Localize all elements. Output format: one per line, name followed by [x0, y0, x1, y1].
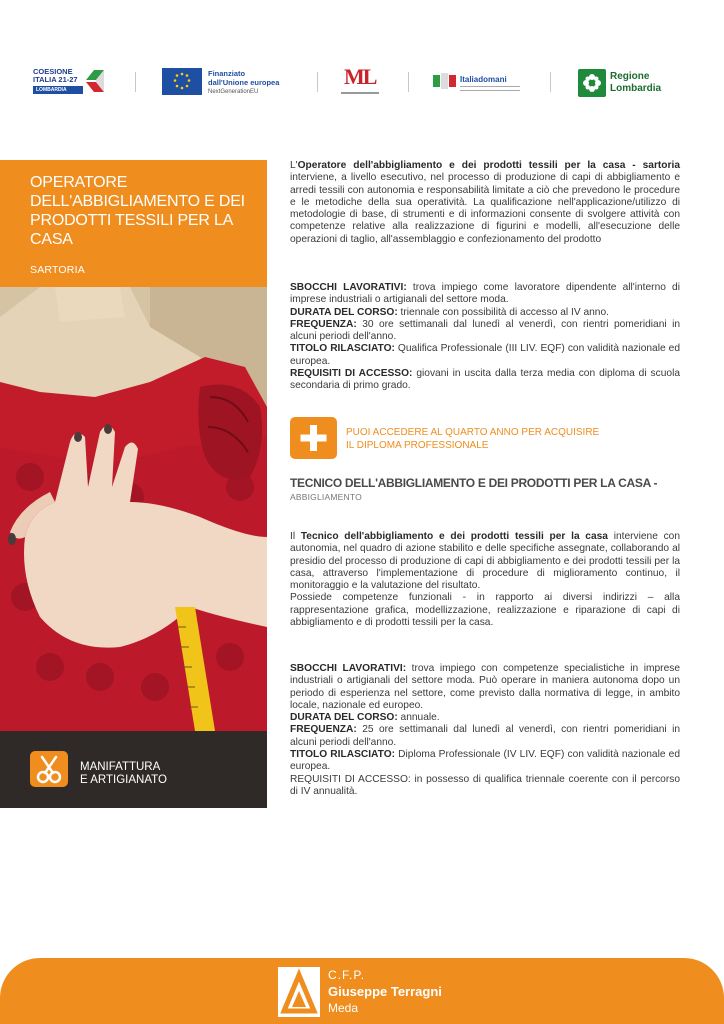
logo-divider	[135, 72, 136, 92]
course-header-block	[0, 160, 267, 287]
operatore-durata: DURATA DEL CORSO: triennale con possibilità di accesso al IV anno.	[290, 306, 609, 318]
coesione-italia-logo	[30, 62, 110, 102]
tecnico-heading: TECNICO DELL'ABBIGLIAMENTO E DEI PRODOTTI PER LA CASA -	[290, 476, 658, 490]
footer-school-name: Giuseppe Terragni	[328, 984, 442, 999]
coesione-bar: LOMBARDIA	[33, 86, 83, 94]
coesione-line2: ITALIA 21-27	[33, 75, 78, 84]
fourth-year-note	[346, 427, 599, 452]
operatore-sbocchi: SBOCCHI LAVORATIVI: trova impiego come lavoratore dipendente all'interno di imprese industriali o artigianali del settore moda.	[290, 282, 680, 306]
sector-label	[80, 761, 167, 787]
operatore-titolo: TITOLO RILASCIATO: Qualifica Professionale (III LIV. EQF) con validità nazionale ed europea.	[290, 343, 681, 367]
eu-line2: dall'Unione europea	[208, 78, 280, 87]
tecnico-subheading: ABBIGLIAMENTO	[290, 492, 362, 502]
coesione-line1: COESIONE	[33, 67, 73, 76]
tecnico-titolo: TITOLO RILASCIATO: Diploma Professionale (IV LIV. EQF) con validità nazionale ed europea.	[290, 749, 680, 773]
tecnico-durata: DURATA DEL CORSO: annuale.	[290, 712, 440, 724]
operatore-name: Operatore dell'abbigliamento e dei prodotti tessili per la casa - sartoria	[297, 160, 680, 171]
tecnico-sbocchi: SBOCCHI LAVORATIVI: trova impiego con competenze specialistiche in imprese industriali o artigianali del settore moda. Può operare in maniera autonoma dopo un periodo di esperienza nel settore, come previsto dalla normativa di legge, in ambito locale, nazionale ed europeo.	[290, 663, 680, 711]
italiadomani-mark-icon	[433, 71, 457, 91]
logo-divider	[317, 72, 318, 92]
scissors-icon	[30, 751, 68, 787]
regione-lombardia-logo	[578, 62, 688, 102]
tailoring-photo	[0, 287, 267, 731]
course-sidebar	[0, 160, 267, 808]
tecnico-name: Tecnico dell'abbigliamento e dei prodotti tessili per la casa	[300, 531, 608, 542]
tecnico-details	[290, 663, 680, 798]
sector-line1: MANIFATTURA	[80, 761, 161, 773]
mannequin-illustration	[0, 287, 267, 731]
tecnico-description: Il Tecnico dell'abbigliamento e dei prodotti tessili per la casa interviene con autonomia, nel quadro di azione stabilito e delle specifiche assegnate, collaborando al presidio del processo di produzione di capi di abbigliamento e dei prodotti tessili per la casa, attraverso l'implementazione di procedure di miglioramento continuo, il monitoraggio e la valutazione del risultato. Possiede competenze funzionali - in rapporto ai diversi indirizzi – alla rappresentazione grafica, modellizzazione, realizzazione e riparazione di capi di abbigliamento e di prodotti tessili per la casa.	[290, 531, 680, 629]
tecnico-competenze: Possiede competenze funzionali - in rapporto ai diversi indirizzi – alla rappresentazione grafica, modellizzazione, realizzazione e riparazione di capi di abbigliamento e di prodotti tessili per la casa.	[290, 592, 680, 629]
eu-line1: Finanziato	[208, 69, 246, 78]
sector-band	[0, 731, 267, 808]
regione-lombardia-rose-icon	[578, 69, 606, 97]
italiadomani-name: Italiadomani	[460, 75, 507, 84]
coesione-flag-icon	[84, 68, 106, 94]
eu-line3: NextGenerationEU	[208, 89, 259, 95]
tecnico-requisiti: REQUISITI DI ACCESSO: in possesso di qualifica triennale coerente con il percorso di IV annualità.	[290, 773, 680, 797]
fourth-year-line2: IL DIPLOMA PROFESSIONALE	[346, 439, 489, 451]
ministero-mark: ML	[344, 64, 376, 89]
operatore-frequenza: FREQUENZA: 30 ore settimanali dal lunedì al venerdì, con rientri pomeridiani in alcuni periodi dell'anno.	[290, 318, 680, 343]
ministero-lavoro-logo	[340, 62, 382, 102]
footer	[0, 958, 724, 1024]
plus-icon	[290, 417, 337, 459]
regione-line1: Regione	[610, 71, 650, 82]
eu-flag-icon	[162, 68, 202, 95]
fourth-year-line1: PUOI ACCEDERE AL QUARTO ANNO PER ACQUISIRE	[346, 427, 600, 438]
sector-line2: E ARTIGIANATO	[80, 774, 167, 786]
logo-strip	[30, 62, 690, 102]
operatore-description: L'Operatore dell'abbigliamento e dei prodotti tessili per la casa - sartoria interviene, a livello esecutivo, nel processo di produzione di capi di abbigliamento e arredi tessili con autonomia e responsabilità limitate a ciò che prevedono le procedure e le metodiche della sua operatività. La qualificazione nell'applicazione/utilizzo di metodologie di base, di strumenti e di informazioni consente di svolgere attività con competenze relative alla realizzazione di figurini e modelli, all'esecuzione delle operazioni di taglio, all'assemblaggio e confezionamento del prodotto	[290, 160, 680, 245]
footer-cfp: C.F.P.	[328, 968, 366, 982]
course-subtitle: SARTORIA	[30, 264, 85, 276]
course-title: OPERATORE DELL'ABBIGLIAMENTO E DEI PRODOTTI TESSILI PER LA CASA	[30, 174, 245, 248]
logo-divider	[408, 72, 409, 92]
italiadomani-caption	[460, 86, 520, 91]
regione-line2: Lombardia	[610, 83, 662, 94]
eu-funding-logo	[162, 62, 302, 102]
italiadomani-logo	[433, 62, 528, 102]
ministero-caption	[341, 92, 379, 94]
tecnico-frequenza: FREQUENZA: 25 ore settimanali dal lunedì al venerdì, con rientri pomeridiani in alcuni periodi dell'anno.	[290, 724, 680, 748]
cfp-terragni-logo-icon	[278, 967, 320, 1017]
operatore-details	[290, 282, 680, 393]
operatore-requisiti: REQUISITI DI ACCESSO: giovani in uscita dalla terza media con diploma di scuola secondaria di primo grado.	[290, 368, 681, 392]
footer-city: Meda	[328, 1001, 359, 1015]
logo-divider	[550, 72, 551, 92]
